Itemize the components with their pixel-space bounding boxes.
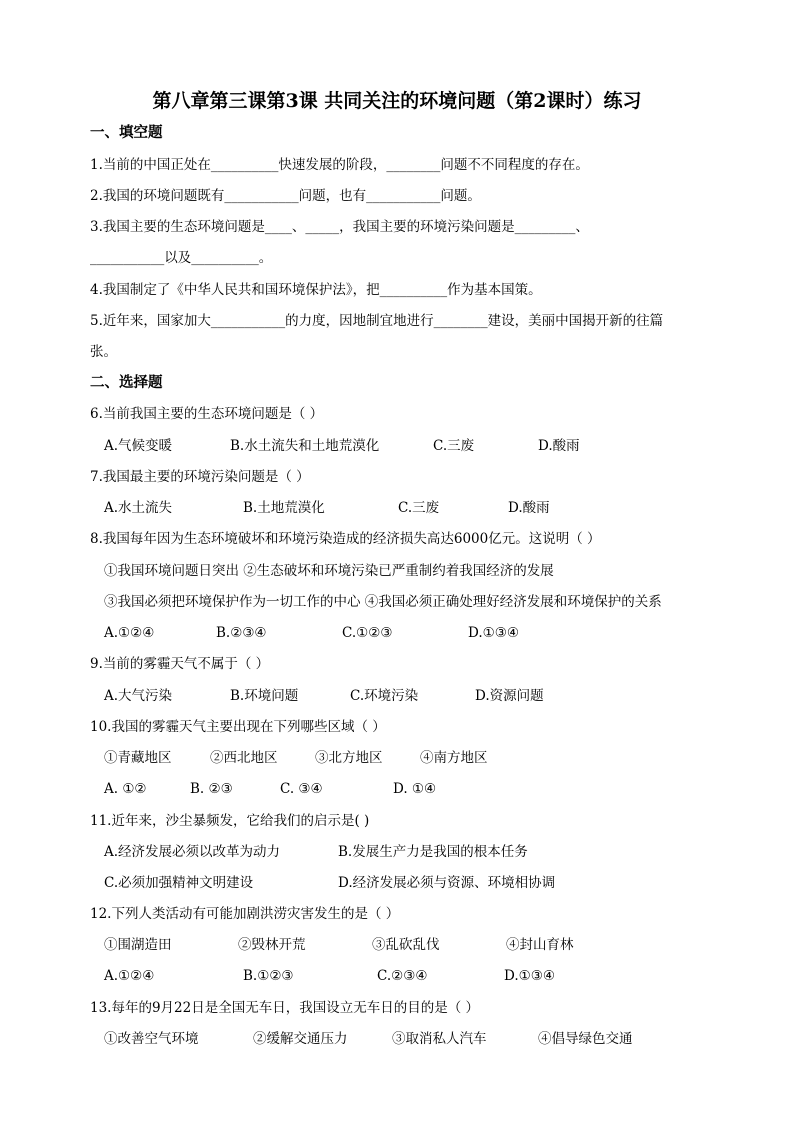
q8-option-c: C.①②③: [342, 625, 393, 641]
q10-statement-1: ①青藏地区: [104, 750, 172, 766]
question-12: 12.下列人类活动有可能加剧洪涝灾害发生的是（ ）: [90, 906, 400, 922]
question-3-line-1: 3.我国主要的生态环境问题是____、_____，我国主要的环境污染问题是_________、: [90, 219, 589, 235]
q13-statement-1: ①改善空气环境: [104, 1031, 199, 1047]
q7-option-b: B.土地荒漠化: [243, 500, 325, 516]
q6-option-b: B.水土流失和土地荒漠化: [230, 438, 380, 454]
q12-statement-2: ②毁林开荒: [238, 937, 306, 953]
q10-option-a: A. ①②: [104, 781, 147, 797]
q8-option-a: A.①②④: [104, 625, 155, 641]
q13-statement-2: ②缓解交通压力: [253, 1031, 348, 1047]
q8-option-d: D.①③④: [468, 625, 519, 641]
question-4: 4.我国制定了《中华人民共和国环境保护法》，把__________作为基本国策。: [90, 282, 542, 298]
q13-statement-3: ③取消私人汽车: [392, 1031, 487, 1047]
q7-option-c: C.三废: [398, 500, 440, 516]
q10-option-c: C. ③④: [280, 781, 323, 797]
q12-option-b: B.①②③: [243, 968, 294, 984]
q11-option-d: D.经济发展必须与资源、环境相协调: [338, 875, 556, 891]
q10-statement-3: ③北方地区: [315, 750, 383, 766]
question-5-line-1: 5.近年来，国家加大___________的力度，因地制宜地进行________建设，美丽中国揭开新的往篇: [90, 313, 664, 329]
question-11: 11.近年来，沙尘暴频发，它给我们的启示是( ): [90, 813, 370, 829]
q9-option-b: B.环境问题: [230, 688, 299, 704]
question-7: 7.我国最主要的环境污染问题是（ ）: [90, 469, 310, 485]
q9-option-c: C.环境污染: [350, 688, 419, 704]
question-5-line-2: 张。: [90, 344, 117, 360]
question-8: 8.我国每年因为生态环境破坏和环境污染造成的经济损失高达6000亿元。这说明（ ）: [90, 531, 601, 547]
q12-statement-3: ③乱砍乱伐: [372, 937, 440, 953]
question-6: 6.当前我国主要的生态环境问题是（ ）: [90, 406, 324, 422]
q12-option-c: C.②③④: [377, 968, 428, 984]
q12-option-a: A.①②④: [104, 968, 155, 984]
q12-option-d: D.①③④: [504, 968, 555, 984]
q9-option-d: D.资源问题: [475, 688, 544, 704]
q6-option-d: D.酸雨: [538, 438, 580, 454]
q10-statement-2: ②西北地区: [210, 750, 278, 766]
q10-option-d: D. ①④: [393, 781, 437, 797]
question-3-line-2: ___________以及__________。: [90, 250, 273, 266]
q12-statement-4: ④封山育林: [506, 937, 574, 953]
q11-option-b: B.发展生产力是我国的根本任务: [338, 844, 528, 860]
q10-option-b: B. ②③: [190, 781, 233, 797]
q13-statement-4: ④倡导绿色交通: [538, 1031, 633, 1047]
q8-option-b: B.②③④: [216, 625, 267, 641]
q12-statement-1: ①围湖造田: [104, 937, 172, 953]
q11-option-a: A.经济发展必须以改革为动力: [104, 844, 281, 860]
q6-option-c: C.三废: [433, 438, 475, 454]
section-multiple-choice: 二、选择题: [90, 374, 163, 391]
question-13: 13.每年的9月22日是全国无车日，我国设立无车日的目的是（ ）: [90, 1000, 480, 1016]
question-9: 9.当前的雾霾天气不属于（ ）: [90, 656, 270, 672]
q8-statement-1: ①我国环境问题日突出 ②生态破坏和环境污染已严重制约着我国经济的发展: [104, 563, 554, 579]
q7-option-a: A.水土流失: [104, 500, 173, 516]
q10-statement-4: ④南方地区: [420, 750, 488, 766]
q6-option-a: A.气候变暖: [104, 438, 173, 454]
q8-statement-2: ③我国必须把环境保护作为一切工作的中心 ④我国必须正确处理好经济发展和环境保护的关系: [104, 594, 662, 610]
section-fill-in-blank: 一、填空题: [90, 124, 163, 141]
q11-option-c: C.必须加强精神文明建设: [104, 875, 254, 891]
question-2: 2.我国的环境问题既有___________问题，也有___________问题。: [90, 188, 481, 204]
page-title: 第八章第三课第3课 共同关注的环境问题（第2课时）练习: [152, 90, 642, 112]
q7-option-d: D.酸雨: [508, 500, 550, 516]
q9-option-a: A.大气污染: [104, 688, 173, 704]
question-1: 1.当前的中国正处在__________快速发展的阶段，________问题不不同程度的存在。: [90, 157, 589, 173]
question-10: 10.我国的雾霾天气主要出现在下列哪些区域（ ）: [90, 719, 386, 735]
